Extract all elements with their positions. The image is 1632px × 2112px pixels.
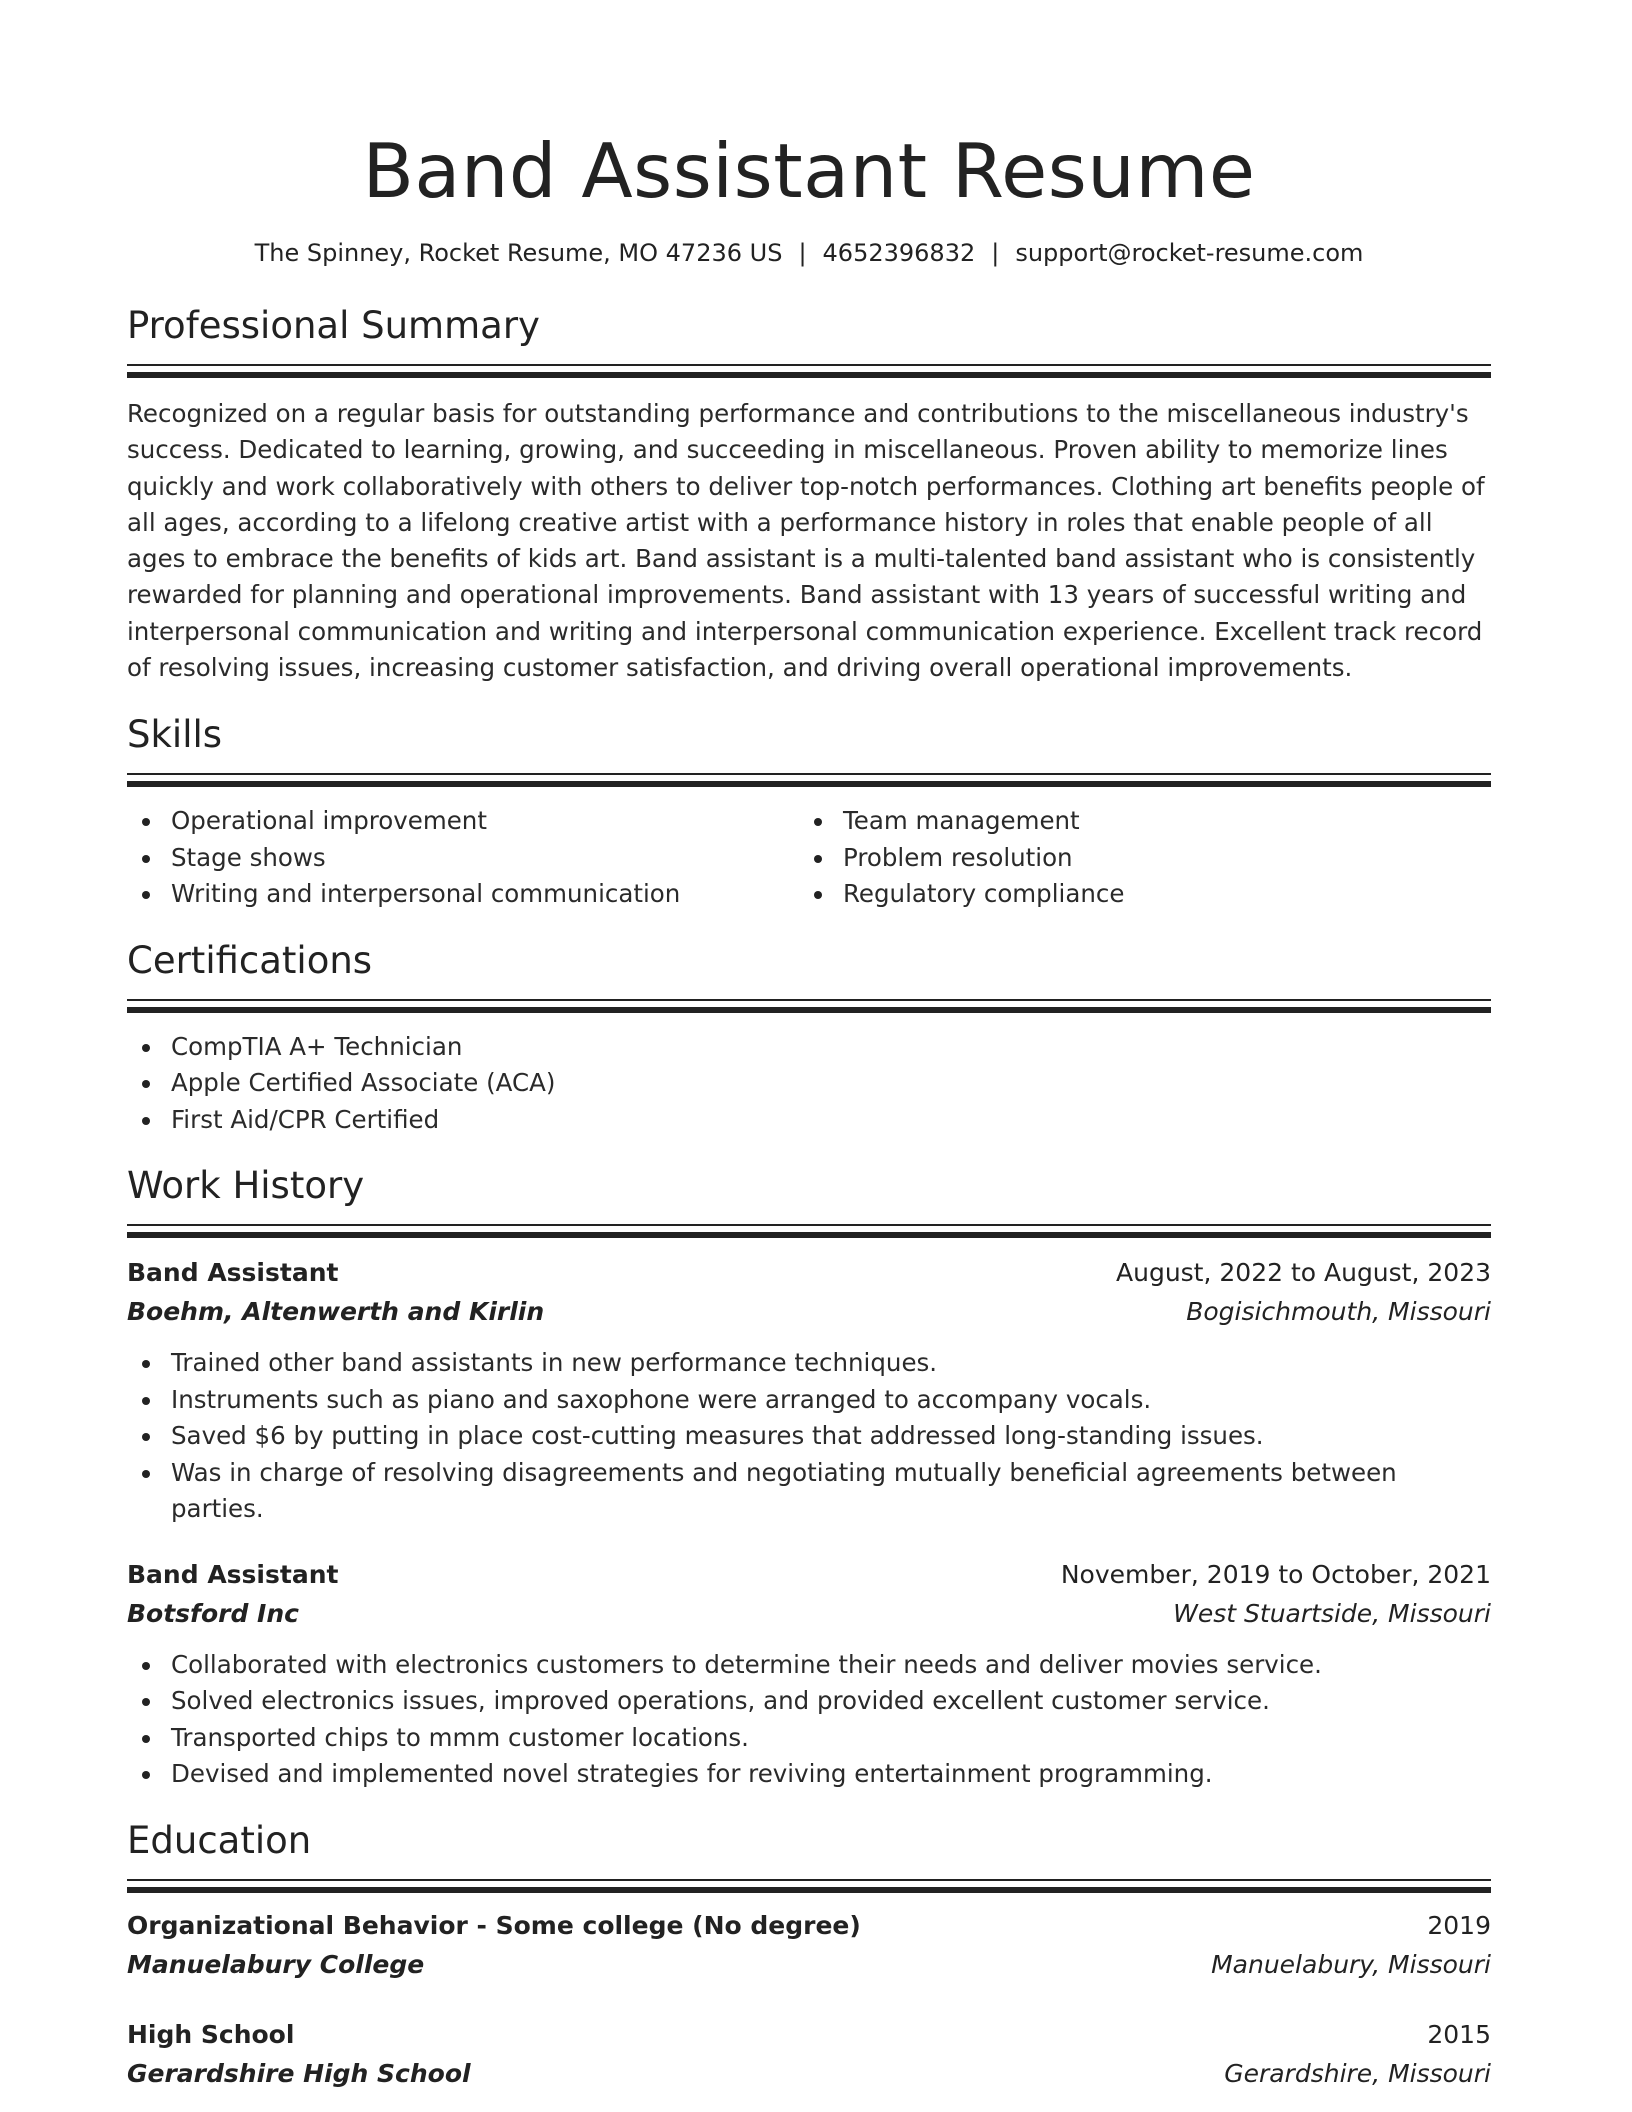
skills-list-left: [127, 803, 799, 913]
job-entry: [127, 1253, 1491, 1528]
job-dates: November, 2019 to October, 2021: [1060, 1559, 1491, 1589]
work-history-section: [127, 1162, 1491, 1793]
work-history-heading: Work History: [127, 1164, 365, 1208]
certification-item: CompTIA A+ Technician: [127, 1029, 1491, 1066]
job-bullet: Trained other band assistants in new performance techniques.: [127, 1345, 1491, 1382]
skill-item: Problem resolution: [799, 840, 1471, 877]
certifications-heading: Certifications: [127, 938, 373, 982]
contact-address: The Spinney, Rocket Resume, MO 47236 US: [254, 239, 783, 267]
education-degree: Organizational Behavior - Some college (No degree): [127, 1910, 861, 1940]
job-location: Bogisichmouth, Missouri: [1186, 1297, 1491, 1327]
education-entry: [127, 1906, 1491, 1984]
education-entry: [127, 2015, 1491, 2093]
summary-heading: Professional Summary: [127, 304, 540, 347]
education-header-row: [127, 2015, 1491, 2054]
job-bullet: Instruments such as piano and saxophone were arranged to accompany vocals.: [127, 1382, 1491, 1419]
job-bullets: [127, 1345, 1491, 1528]
section-divider: [127, 1879, 1491, 1894]
education-location: Manuelabury, Missouri: [1211, 1949, 1491, 1979]
section-divider: [127, 1224, 1491, 1239]
section-divider: [127, 773, 1491, 788]
contact-email: support@rocket-resume.com: [1015, 239, 1364, 267]
skill-item: Team management: [799, 803, 1471, 840]
education-year: 2019: [1427, 1910, 1491, 1940]
contact-separator: |: [798, 239, 807, 267]
section-divider: [127, 999, 1491, 1014]
certifications-section: [127, 937, 1491, 1139]
contact-line: [127, 237, 1491, 269]
job-bullet: Collaborated with electronics customers to determine their needs and deliver movies service.: [127, 1647, 1491, 1684]
job-title: Band Assistant: [127, 1258, 339, 1288]
job-company: Botsford Inc: [127, 1598, 299, 1628]
skills-heading: Skills: [127, 713, 223, 757]
job-bullets: [127, 1647, 1491, 1793]
section-divider: [127, 364, 1491, 379]
education-section: [127, 1817, 1491, 2093]
skill-item: Writing and interpersonal communication: [127, 876, 799, 913]
job-bullet: Saved $6 by putting in place cost-cutting measures that addressed long-standing issues.: [127, 1418, 1491, 1455]
education-school: Manuelabury College: [127, 1949, 425, 1979]
contact-phone: 4652396832: [822, 239, 976, 267]
certification-item: First Aid/CPR Certified: [127, 1102, 1491, 1139]
job-bullet: Devised and implemented novel strategies for reviving entertainment programming.: [127, 1756, 1491, 1793]
job-bullet: Solved electronics issues, improved operations, and provided excellent customer service.: [127, 1683, 1491, 1720]
education-header-row: [127, 1906, 1491, 1945]
education-degree: High School: [127, 2019, 295, 2049]
certification-item: Apple Certified Associate (ACA): [127, 1065, 1491, 1102]
job-company-row: [127, 1292, 1491, 1331]
job-dates: August, 2022 to August, 2023: [1116, 1258, 1491, 1288]
job-header-row: [127, 1555, 1491, 1594]
job-company: Boehm, Altenwerth and Kirlin: [127, 1297, 545, 1327]
resume-page: [127, 0, 1491, 2093]
skills-grid: [127, 803, 1491, 913]
skill-item: Stage shows: [127, 840, 799, 877]
education-school-row: [127, 1945, 1491, 1984]
skills-section: [127, 711, 1491, 913]
summary-section: [127, 302, 1491, 686]
job-bullet: Transported chips to mmm customer locations.: [127, 1720, 1491, 1757]
education-year: 2015: [1427, 2019, 1491, 2049]
education-location: Gerardshire, Missouri: [1224, 2058, 1491, 2088]
education-heading: Education: [127, 1818, 312, 1862]
resume-title: Band Assistant Resume: [362, 127, 1256, 215]
skill-item: Regulatory compliance: [799, 876, 1471, 913]
job-company-row: [127, 1594, 1491, 1633]
summary-text: Recognized on a regular basis for outstanding performance and contributions to the miscellaneous industry's success. Dedicated to learning, growing, and succeeding in miscellaneous. Proven ability to memorize lines quickly and work collaboratively with others to deliver top-notch performances. Clothing art benefits people of all ages, according to a lifelong creative artist with a performance history in roles that enable people of all ages to embrace the benefits of kids art. Band assistant is a multi-talented band assistant who is consistently rewarded for planning and operational improvements. Band assistant with 13 years of successful writing and interpersonal communication and writing and interpersonal communication experience. Excellent track record of resolving issues, increasing customer satisfaction, and driving overall operational improvements.: [127, 399, 1485, 683]
job-location: West Stuartside, Missouri: [1173, 1598, 1491, 1628]
education-school: Gerardshire High School: [127, 2058, 471, 2088]
education-school-row: [127, 2054, 1491, 2093]
certifications-list: [127, 1029, 1491, 1139]
job-bullet: Was in charge of resolving disagreements and negotiating mutually beneficial agreements between parties.: [127, 1455, 1491, 1528]
job-header-row: [127, 1253, 1491, 1292]
job-title: Band Assistant: [127, 1559, 339, 1589]
job-entry: [127, 1555, 1491, 1793]
contact-separator: |: [991, 239, 1000, 267]
skills-list-right: [799, 803, 1471, 913]
skill-item: Operational improvement: [127, 803, 799, 840]
